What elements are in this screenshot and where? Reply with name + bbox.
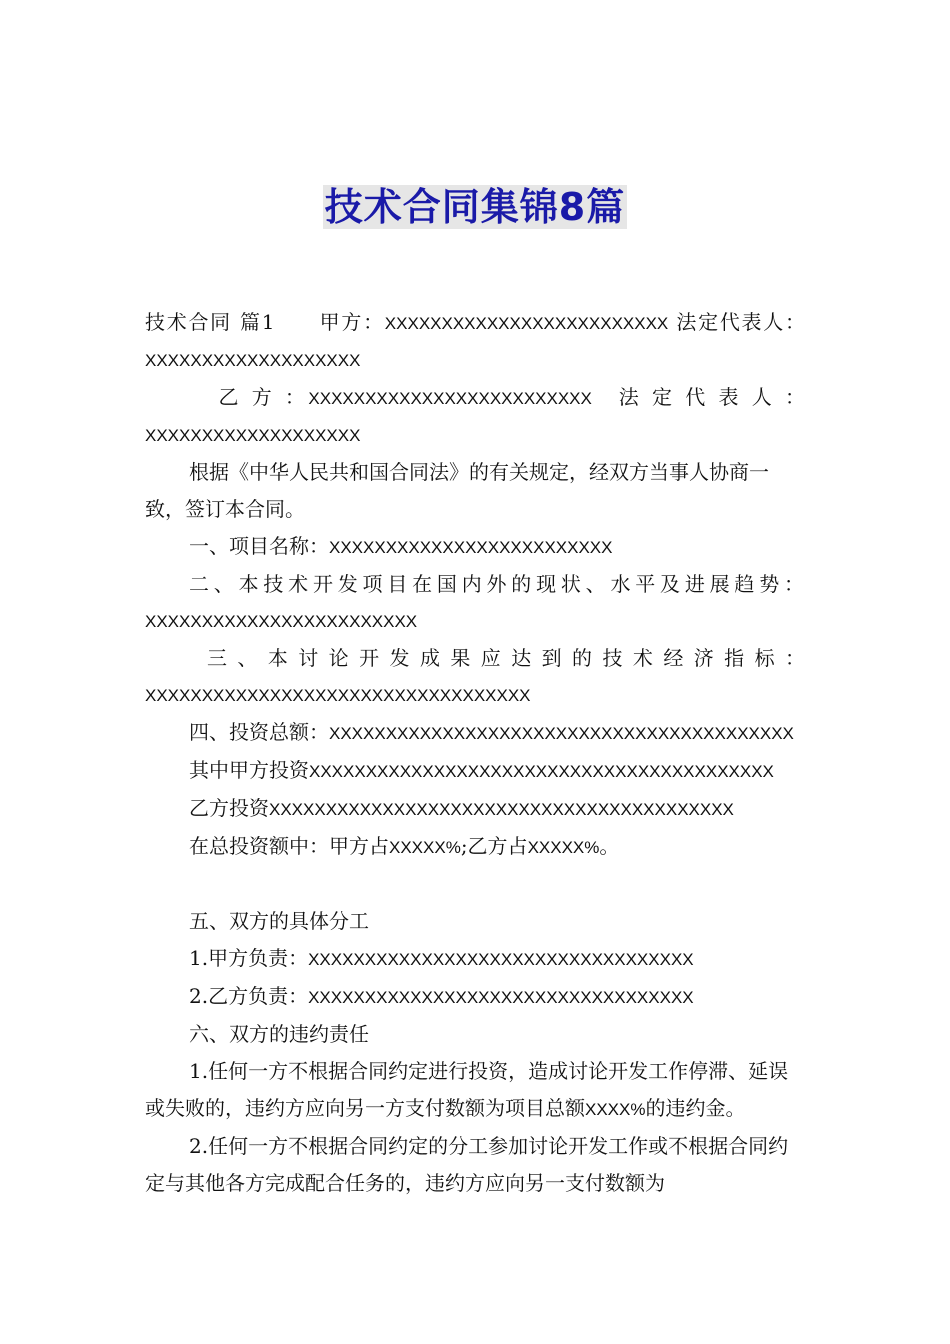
- spacer: [145, 866, 805, 903]
- section-2-value: XXXXXXXXXXXXXXXXXXXXXXXX: [145, 612, 418, 631]
- section-3-value: XXXXXXXXXXXXXXXXXXXXXXXXXXXXXXXXXX: [145, 686, 531, 705]
- section-5-item-2: 2.乙方负责：XXXXXXXXXXXXXXXXXXXXXXXXXXXXXXXXXX: [189, 984, 694, 1008]
- party-a-line: 技术合同 篇1 甲方：XXXXXXXXXXXXXXXXXXXXXXXXX 法定代表人：: [145, 310, 805, 334]
- party-b-rep-value: XXXXXXXXXXXXXXXXXXX: [145, 426, 361, 445]
- party-a-investment: 其中甲方投资XXXXXXXXXXXXXXXXXXXXXXXXXXXXXXXXXXXXXXXXX: [189, 758, 774, 782]
- document-title: [0, 176, 950, 231]
- section-3: 三、本讨论开发成果应达到的技术经济指标：: [207, 646, 805, 670]
- title-text: 技术合同集锦8篇: [324, 185, 626, 229]
- party-b-line: 乙 方 ：XXXXXXXXXXXXXXXXXXXXXXXXX 法 定 代 表 人 ：: [195, 385, 805, 409]
- investment-share: 在总投资额中：甲方占XXXXX%;乙方占XXXXX%。: [189, 834, 620, 858]
- section-6-item-1: 1.任何一方不根据合同约定进行投资，造成讨论开发工作停滞、延误或失败的，违约方应向另一方支付数额为项目总额XXXX%的违约金。: [145, 1059, 789, 1120]
- section-1: 一、项目名称：XXXXXXXXXXXXXXXXXXXXXXXXX: [189, 534, 613, 558]
- section-4: 四、投资总额：XXXXXXXXXXXXXXXXXXXXXXXXXXXXXXXXXXXXXXXXX: [189, 720, 794, 744]
- section-2: 二、本技术开发项目在国内外的现状、水平及进展趋势：: [189, 572, 805, 596]
- party-a-rep-value: XXXXXXXXXXXXXXXXXXX: [145, 351, 361, 370]
- party-b-investment: 乙方投资XXXXXXXXXXXXXXXXXXXXXXXXXXXXXXXXXXXXXXXXX: [189, 796, 734, 820]
- section-6: 六、双方的违约责任: [189, 1022, 369, 1046]
- section-5-item-1: 1.甲方负责：XXXXXXXXXXXXXXXXXXXXXXXXXXXXXXXXXX: [189, 946, 694, 970]
- document-body: [145, 304, 805, 1202]
- section-5: 五、双方的具体分工: [189, 909, 369, 933]
- preamble-paragraph: 根据《中华人民共和国合同法》的有关规定，经双方当事人协商一致，签订本合同。: [145, 460, 769, 521]
- section-6-item-2: 2.任何一方不根据合同约定的分工参加讨论开发工作或不根据合同约定与其他各方完成配合任务的，违约方应向另一支付数额为: [145, 1134, 789, 1195]
